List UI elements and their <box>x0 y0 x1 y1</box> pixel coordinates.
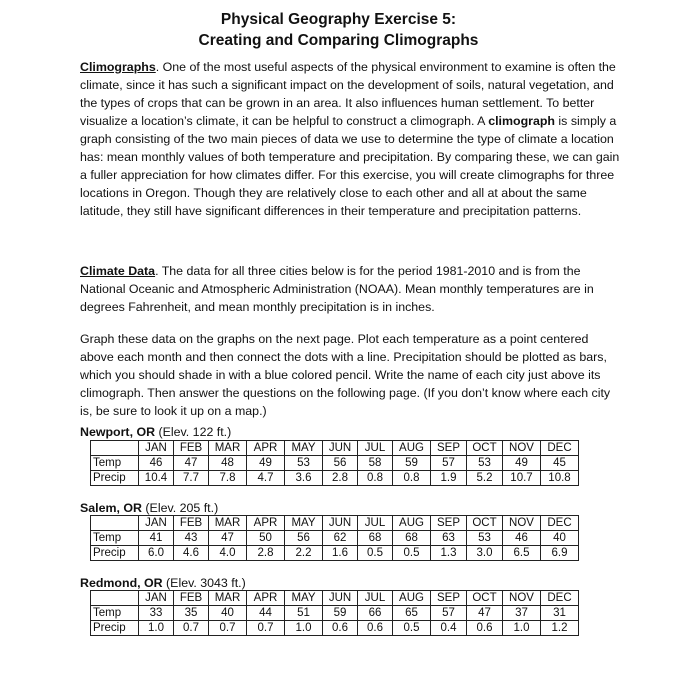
table-cell: AUG <box>393 591 431 606</box>
table-cell: AUG <box>393 516 431 531</box>
table-cell: JUN <box>323 591 358 606</box>
climate-table-redmond <box>90 590 579 636</box>
table-cell: 63 <box>431 531 467 546</box>
table-cell: 35 <box>174 606 209 621</box>
climograph-term: climograph <box>488 114 555 128</box>
table-cell: 2.8 <box>323 471 358 486</box>
city-name: Redmond, OR <box>80 576 163 590</box>
row-label <box>91 516 139 531</box>
row-label <box>91 441 139 456</box>
table-cell: 33 <box>139 606 174 621</box>
table-cell: JUL <box>358 441 393 456</box>
row-label: Precip <box>91 546 139 561</box>
table-cell: FEB <box>174 441 209 456</box>
climographs-text-a: . One of the most useful aspects of the physical environment to examine is often the climate, since it has such a significant impact on the development of soils, natural vegetation, and the types of crops that can be grown in an area. It also influences human settlement. To better visualize a location’s climate, it can be helpful to construct a climograph. A <box>80 60 616 128</box>
table-cell: 44 <box>247 606 285 621</box>
row-label: Precip <box>91 621 139 636</box>
table-cell: APR <box>247 516 285 531</box>
temp-row <box>91 606 579 621</box>
table-cell: 43 <box>174 531 209 546</box>
table-cell: OCT <box>467 441 503 456</box>
table-cell: 46 <box>139 456 174 471</box>
table-cell: 0.5 <box>393 621 431 636</box>
row-label: Temp <box>91 531 139 546</box>
table-cell: SEP <box>431 441 467 456</box>
table-cell: 0.8 <box>393 471 431 486</box>
table-cell: MAR <box>209 441 247 456</box>
table-cell: 1.3 <box>431 546 467 561</box>
table-cell: 68 <box>358 531 393 546</box>
table-cell: 37 <box>503 606 541 621</box>
table-cell: 41 <box>139 531 174 546</box>
table-cell: JAN <box>139 591 174 606</box>
table-cell: 6.9 <box>541 546 579 561</box>
table-cell: JUL <box>358 591 393 606</box>
row-label: Temp <box>91 456 139 471</box>
precip-row <box>91 621 579 636</box>
table-cell: 4.6 <box>174 546 209 561</box>
table-cell: 49 <box>247 456 285 471</box>
table-cell: 0.6 <box>323 621 358 636</box>
table-cell: 62 <box>323 531 358 546</box>
precip-row <box>91 546 579 561</box>
title-line-1: Physical Geography Exercise 5: <box>220 11 457 28</box>
table-cell: 10.7 <box>503 471 541 486</box>
table-cell: 0.7 <box>209 621 247 636</box>
table-cell: 4.0 <box>209 546 247 561</box>
instructions-paragraph: Graph these data on the graphs on the next page. Plot each temperature as a point centered above each month and then connect the dots with a line. Precipitation should be plotted as bars, which you should shade in with a blue colored pencil. Write the name of each city just above its climograph. Then answer the questions on the following page. (If you don’t know where each city is, be sure to look it up on a map.) <box>80 332 611 418</box>
table-cell: JUN <box>323 516 358 531</box>
table-cell: 56 <box>285 531 323 546</box>
table-cell: 0.6 <box>358 621 393 636</box>
table-cell: 47 <box>467 606 503 621</box>
climographs-text-b: is simply a graph consisting of the two main pieces of data we use to determine the type of climate a location has: mean monthly values of both temperature and precipitation. By comparing these, we can gain a fuller appreciation for how climates differ. For this exercise, you will create climographs for three locations in Oregon. Though they are relatively close to each other and all at about the same latitude, they still have significant differences in their temperature and precipitation patterns. <box>80 114 620 218</box>
table-cell: 3.6 <box>285 471 323 486</box>
table-cell: 47 <box>209 531 247 546</box>
table-cell: FEB <box>174 591 209 606</box>
table-cell: DEC <box>541 591 579 606</box>
table-cell: 0.5 <box>358 546 393 561</box>
table-cell: 45 <box>541 456 579 471</box>
city-name: Newport, OR <box>80 425 156 439</box>
city-elevation: (Elev. 205 ft.) <box>141 501 219 515</box>
table-cell: OCT <box>467 591 503 606</box>
table-cell: 53 <box>285 456 323 471</box>
table-cell: NOV <box>503 441 541 456</box>
table-cell: SEP <box>431 516 467 531</box>
table-cell: MAY <box>285 591 323 606</box>
temp-row <box>91 456 579 471</box>
table-cell: 57 <box>431 606 467 621</box>
table-cell: JAN <box>139 516 174 531</box>
climate-data-text: . The data for all three cities below is for the period 1981-2010 and is from the National Oceanic and Atmospheric Administration (NOAA). Mean monthly temperatures are in degrees Fahrenheit, and mean monthly precipitation is in inches. <box>80 264 594 314</box>
table-header-row <box>91 441 579 456</box>
climate-data-paragraph <box>80 262 620 316</box>
table-cell: FEB <box>174 516 209 531</box>
table-cell: 66 <box>358 606 393 621</box>
table-cell: APR <box>247 591 285 606</box>
table-cell: 3.0 <box>467 546 503 561</box>
climographs-paragraph <box>80 58 620 220</box>
table-cell: 0.6 <box>467 621 503 636</box>
table-cell: 0.5 <box>393 546 431 561</box>
table-cell: 0.7 <box>247 621 285 636</box>
table-cell: 1.2 <box>541 621 579 636</box>
table-cell: 68 <box>393 531 431 546</box>
table-cell: 53 <box>467 456 503 471</box>
climate-table-salem <box>90 515 579 561</box>
table-cell: 59 <box>323 606 358 621</box>
table-cell: 65 <box>393 606 431 621</box>
city-heading-newport <box>80 424 231 440</box>
row-label: Precip <box>91 471 139 486</box>
table-cell: 40 <box>541 531 579 546</box>
table-cell: DEC <box>541 516 579 531</box>
table-cell: 56 <box>323 456 358 471</box>
table-cell: JUN <box>323 441 358 456</box>
table-cell: 31 <box>541 606 579 621</box>
table-cell: 0.4 <box>431 621 467 636</box>
table-cell: OCT <box>467 516 503 531</box>
table-cell: 1.0 <box>503 621 541 636</box>
table-cell: DEC <box>541 441 579 456</box>
title-line-2: Creating and Comparing Climographs <box>198 32 479 49</box>
table-cell: NOV <box>503 591 541 606</box>
city-elevation: (Elev. 3043 ft.) <box>162 576 246 590</box>
table-cell: 1.6 <box>323 546 358 561</box>
table-cell: 7.7 <box>174 471 209 486</box>
precip-row <box>91 471 579 486</box>
table-cell: 48 <box>209 456 247 471</box>
row-label <box>91 591 139 606</box>
table-cell: 46 <box>503 531 541 546</box>
table-cell: 59 <box>393 456 431 471</box>
table-cell: 6.5 <box>503 546 541 561</box>
row-label: Temp <box>91 606 139 621</box>
table-header-row <box>91 516 579 531</box>
table-cell: MAY <box>285 441 323 456</box>
city-elevation: (Elev. 122 ft.) <box>155 425 232 439</box>
table-cell: JUL <box>358 516 393 531</box>
table-cell: NOV <box>503 516 541 531</box>
table-cell: MAY <box>285 516 323 531</box>
table-cell: 1.9 <box>431 471 467 486</box>
table-cell: 4.7 <box>247 471 285 486</box>
table-cell: 5.2 <box>467 471 503 486</box>
climographs-heading: Climographs <box>80 60 156 74</box>
table-cell: MAR <box>209 591 247 606</box>
table-cell: 40 <box>209 606 247 621</box>
climate-table-newport <box>90 440 579 486</box>
table-cell: 0.7 <box>174 621 209 636</box>
table-cell: 51 <box>285 606 323 621</box>
city-name: Salem, OR <box>80 501 142 515</box>
table-cell: 7.8 <box>209 471 247 486</box>
climate-data-heading: Climate Data <box>80 264 156 278</box>
table-cell: 2.2 <box>285 546 323 561</box>
table-cell: 53 <box>467 531 503 546</box>
table-cell: 50 <box>247 531 285 546</box>
table-cell: 10.4 <box>139 471 174 486</box>
table-cell: 6.0 <box>139 546 174 561</box>
table-cell: 1.0 <box>139 621 174 636</box>
table-cell: 47 <box>174 456 209 471</box>
table-cell: APR <box>247 441 285 456</box>
table-header-row <box>91 591 579 606</box>
city-heading-redmond <box>80 575 246 591</box>
table-cell: MAR <box>209 516 247 531</box>
table-cell: 58 <box>358 456 393 471</box>
table-cell: 49 <box>503 456 541 471</box>
table-cell: 10.8 <box>541 471 579 486</box>
city-heading-salem <box>80 500 218 516</box>
table-cell: 2.8 <box>247 546 285 561</box>
table-cell: SEP <box>431 591 467 606</box>
table-cell: 1.0 <box>285 621 323 636</box>
table-cell: 0.8 <box>358 471 393 486</box>
table-cell: JAN <box>139 441 174 456</box>
table-cell: 57 <box>431 456 467 471</box>
table-cell: AUG <box>393 441 431 456</box>
temp-row <box>91 531 579 546</box>
